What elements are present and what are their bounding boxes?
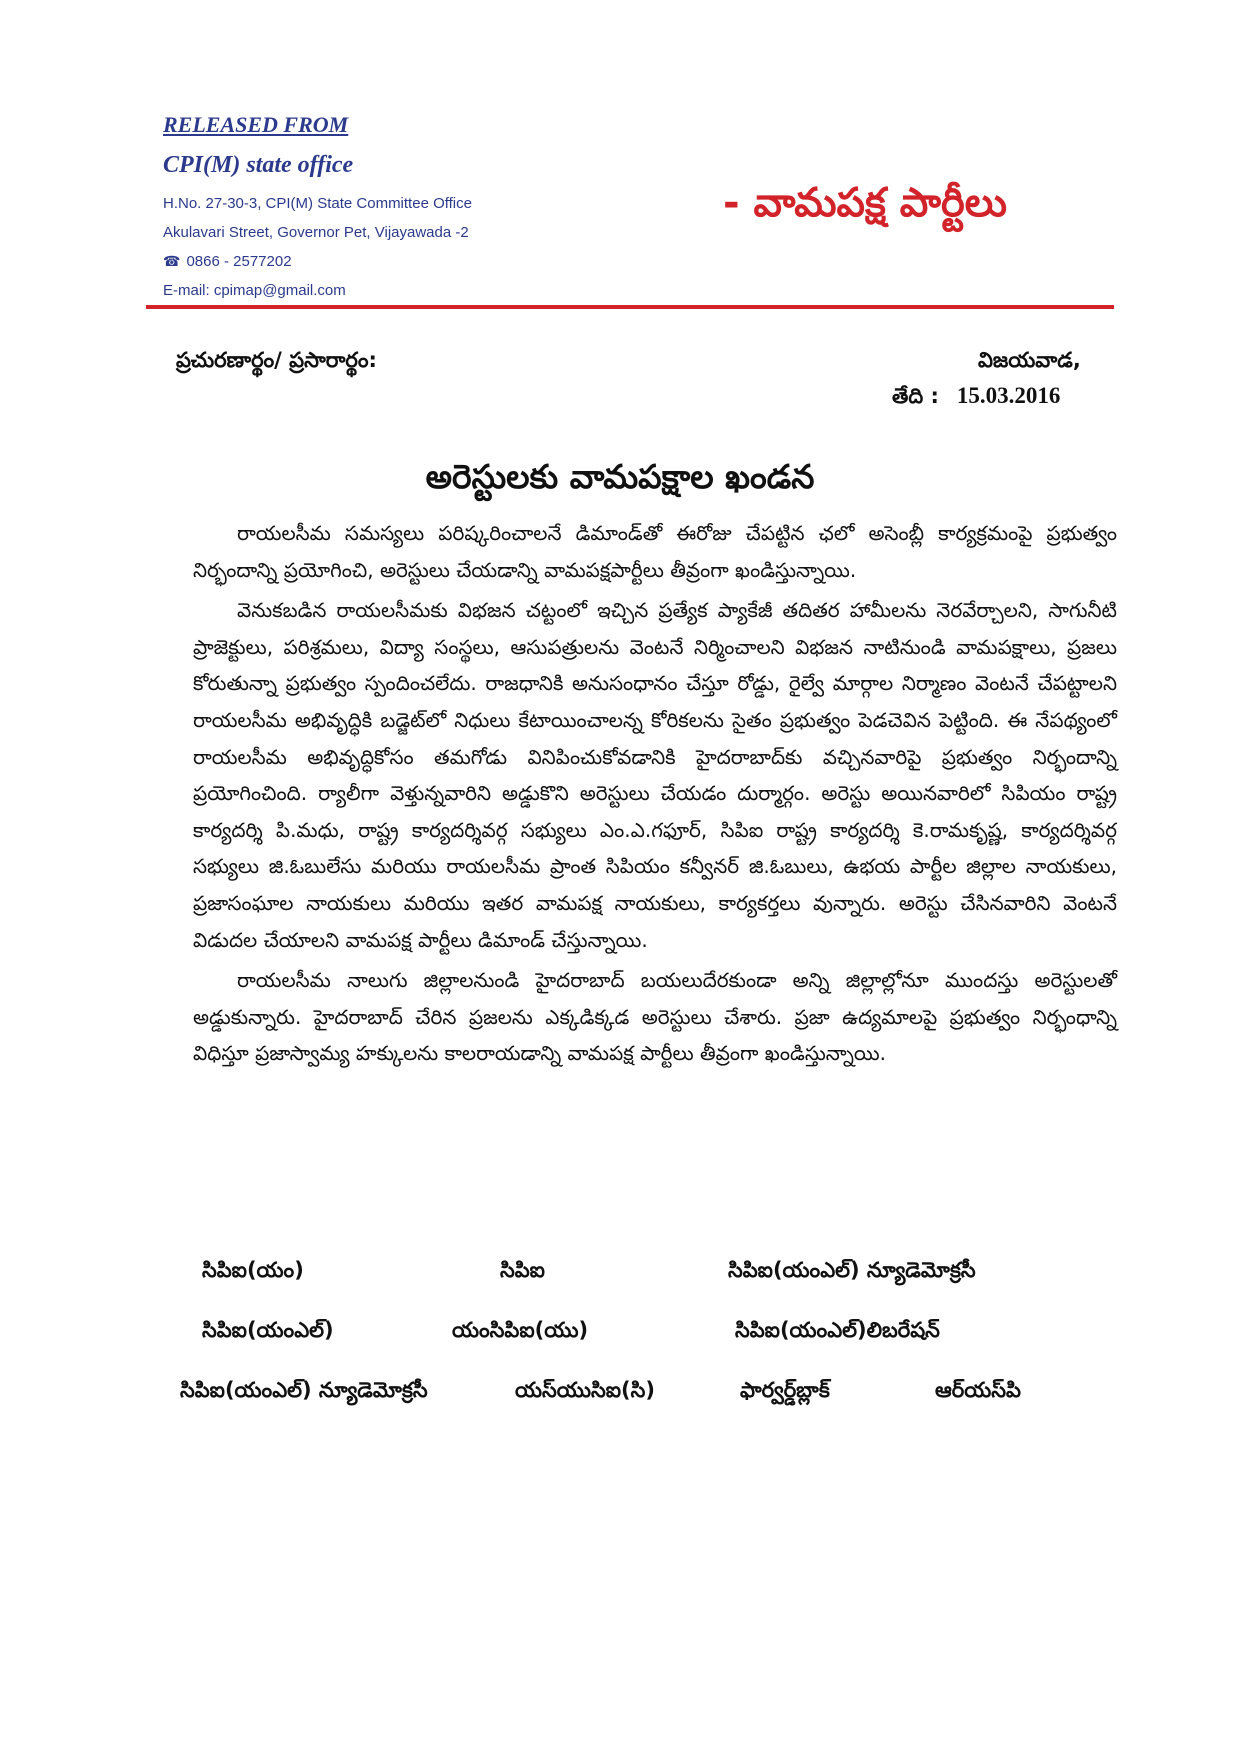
letterhead: [163, 112, 1123, 312]
date-line: [892, 383, 1060, 414]
telephone-icon: ☎: [163, 253, 181, 269]
signatories-block: [0, 1258, 1240, 1418]
signatory: ఫార్వర్డ్‌బ్లాక్: [740, 1378, 830, 1402]
city-label: విజయవాడ,: [978, 348, 1081, 372]
header-divider: [146, 305, 1114, 309]
signatory: సిపిఐ(యంఎల్)లిబరేషన్: [735, 1318, 940, 1342]
phone-number: 0866 - 2577202: [186, 253, 292, 270]
signatory: సిపిఐ(యంఎల్): [202, 1318, 334, 1342]
address-line-1: H.No. 27-30-3, CPI(M) State Committee Office: [163, 195, 472, 212]
released-from-label: RELEASED FROM: [163, 112, 349, 137]
paragraph: రాయలసీమ సమస్యలు పరిష్కరించాలనే డిమాండ్‌తో ఈరోజు చేపట్టిన ఛలో అసెంబ్లీ కార్యక్రమంపై ప్రభుత్వం నిర్భందాన్ని ప్రయోగించి, అరెస్టులు చేయడాన్ని వామపక్షపార్టీలు తీవ్రంగా ఖండిస్తున్నాయి.: [193, 521, 1117, 582]
publicity-label: ప్రచురణార్థం/ ప్రసారార్థం:: [176, 348, 377, 372]
signatory: సిపిఐ(యంఎల్) న్యూడెమోక్రసీ: [180, 1378, 428, 1402]
signatory: యంసిపిఐ(యు): [452, 1318, 589, 1342]
press-release-body: [193, 515, 1117, 1076]
address-line-2: Akulavari Street, Governor Pet, Vijayawada -2: [163, 224, 469, 241]
phone-line: [163, 253, 292, 270]
signatory: సిపిఐ(యంఎల్) న్యూడెమోక్రసీ: [728, 1258, 976, 1282]
date-value: 15.03.2016: [956, 383, 1061, 408]
signatory: సిపిఐ: [500, 1258, 545, 1282]
signatory: యస్‌యుసిఐ(సి): [515, 1378, 655, 1402]
paragraph: రాయలసీమ నాలుగు జిల్లాలనుండి హైదరాబాద్ బయలుదేరకుండా అన్ని జిల్లాల్లోనూ ముందస్తు అరెస్టులతో అడ్డుకున్నారు. హైదరాబాద్ చేరిన ప్రజలను ఎక్కడిక్కడ అరెస్టులు చేశారు. ప్రజా ఉద్యమాలపై ప్రభుత్వం నిర్భంధాన్ని విధిస్తూ ప్రజాస్వామ్య హక్కులను కాలరాయడాన్ని వామపక్ష పార్టీలు తీవ్రంగా ఖండిస్తున్నాయి.: [193, 968, 1117, 1066]
left-parties-heading: - వామపక్ష పార్టీలు: [723, 180, 1007, 226]
date-label: తేది :: [892, 384, 939, 408]
email-line: E-mail: cpimap@gmail.com: [163, 282, 346, 299]
office-name: CPI(M) state office: [163, 152, 354, 178]
signatory: ఆర్‌యస్‌పి: [935, 1378, 1021, 1402]
signatory: సిపిఐ(యం): [202, 1258, 304, 1282]
press-release-title: అరెస్టులకు వామపక్షాల ఖండన: [425, 457, 815, 496]
paragraph: వెనుకబడిన రాయలసీమకు విభజన చట్టంలో ఇచ్చిన ప్రత్యేక ప్యాకేజీ తదితర హామీలను నెరవేర్చాలని, సాగునీటి ప్రాజెక్టులు, పరిశ్రమలు, విద్యా సంస్థలు, ఆసుపత్రులను వెంటనే నిర్మించాలని విభజన నాటినుండి వామపక్షాలు, ప్రజలు కోరుతున్నా ప్రభుత్వం స్పందించలేదు. రాజధానికి అనుసంధానం చేస్తూ రోడ్డు, రైల్వే మార్గాల నిర్మాణం వెంటనే చేపట్టాలని రాయలసీమ అభివృద్ధికి బడ్జెట్‌లో నిధులు కేటాయించాలన్న కోరికలను సైతం ప్రభుత్వం పెడచెవిన పెట్టింది. ఈ నేపథ్యంలో రాయలసీమ అభివృద్ధికోసం తమగోడు వినిపించుకోవడానికి హైదరాబాద్‌కు వచ్చినవారిపై ప్రభుత్వం నిర్భందాన్ని ప్రయోగించింది. ర్యాలీగా వెళ్తున్నవారిని అడ్డుకొని అరెస్టులు చేయడం దుర్మార్గం. అరెస్టు అయినవారిలో సిపియం రాష్ట్ర కార్యదర్శి పి.మధు, రాష్ట్ర కార్యదర్శివర్గ సభ్యులు ఎం.ఎ.గఫూర్, సిపిఐ రాష్ట్ర కార్యదర్శి కె.రామకృష్ణ, కార్యదర్శివర్గ సభ్యులు జి.ఓబులేసు మరియు రాయలసీమ ప్రాంత సిపియం కన్వీనర్ జి.ఓబులు, ఉభయ పార్టీల జిల్లాల నాయకులు, ప్రజాసంఘాల నాయకులు మరియు ఇతర వామపక్ష నాయకులు, కార్యకర్తలు వున్నారు. అరెస్టు చేసినవారిని వెంటనే విడుదల చేయాలని వామపక్ష పార్టీలు డిమాండ్ చేస్తున్నాయి.: [193, 598, 1117, 952]
